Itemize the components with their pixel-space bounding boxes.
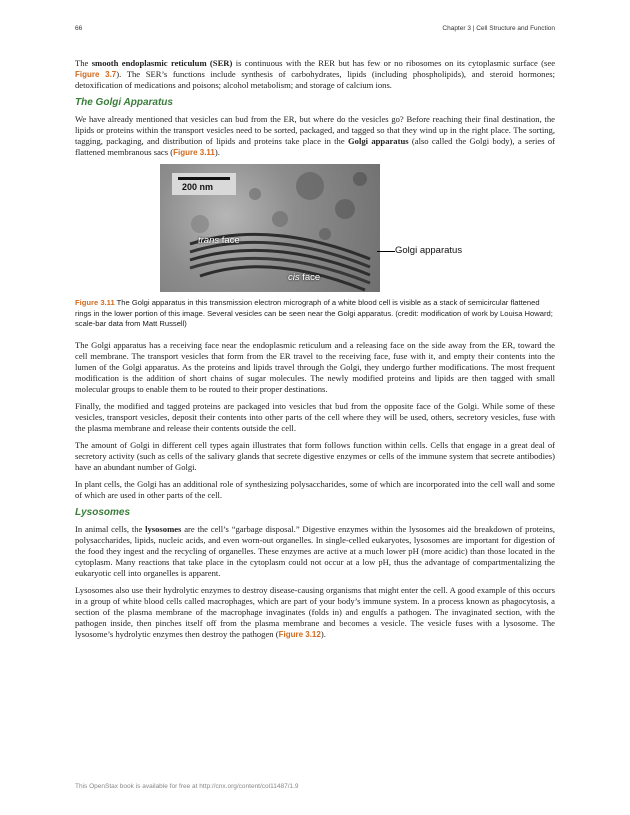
section-heading-lysosomes: Lysosomes — [75, 506, 131, 518]
chapter-title: Chapter 3 | Cell Structure and Function — [442, 25, 555, 32]
page-body — [75, 58, 555, 646]
scale-bar-label: 200 nm — [182, 182, 214, 192]
figure-ref-link[interactable]: Figure 3.11 — [173, 148, 215, 157]
paragraph-golgi-plants: In plant cells, the Golgi has an additional role of synthesizing polysaccharides, some of which are incorporated into the cell wall and some of which are used in other parts of the cell. — [75, 478, 555, 500]
trans-face-label: trans face — [198, 235, 240, 246]
figure-ref-link[interactable]: Figure 3.7 — [75, 70, 117, 79]
page-number: 66 — [75, 25, 83, 32]
paragraph-golgi-intro: We have already mentioned that vesicles can bud from the ER, but where do the vesicles go? Before reaching their final destination, the lipids or proteins within the transport vesicles need to be sorted, packaged, and tagged so that they wind up in the right place. The sorting, tagging, packaging, and distribution of lipids and proteins take place in the Golgi apparatus (also called the Golgi body), a series of flattened membranous sacs (Figure 3.11). — [75, 114, 556, 157]
section-heading-golgi: The Golgi Apparatus — [75, 97, 173, 108]
scale-bar — [172, 173, 236, 195]
paragraph-lysosomes-intro: In animal cells, the lysosomes are the cell’s “garbage disposal.” Digestive enzymes within the lysosomes aid the breakdown of proteins, polysaccharides, lipids, nucleic acids, and even worn-out organelles. In single-celled eukaryotes, lysosomes are important for digestion of the food they ingest and the recycling of organelles. These enzymes are active at a much lower pH (more acidic) than those located in the cytoplasm. Many reactions that take place in the cytoplasm could not occur at a low pH, thus the advantage of compartmentalizing the eukaryotic cell into organelles is apparent. — [75, 523, 555, 578]
paragraph-lysosomes-phagocytosis: Lysosomes also use their hydrolytic enzymes to destroy disease-causing organisms that might enter the cell. A good example of this occurs in a group of white blood cells called macrophages, which are part of your body’s immune system. In a process known as phagocytosis, a section of the plasma membrane of the macrophage invaginates (folds in) and engulfs a pathogen. The invaginated section, with the pathogen inside, then pinches itself off from the plasma membrane and becomes a vesicle. The vesicle fuses with a lysosome. The lysosome’s hydrolytic enzymes then destroy the pathogen (Figure 3.12). — [75, 584, 555, 639]
figure-caption: Figure 3.11 The Golgi apparatus in this transmission electron micrograph of a white blood cell is visible as a stack of semicircular flattened rings in the lower portion of this image. Several vesicles can be seen near the Golgi apparatus. (credit: modification of work by Louisa Howard; scale-bar data from Matt Russell) — [75, 298, 553, 328]
scale-bar-line — [178, 177, 230, 180]
paragraph-golgi-vesicles: Finally, the modified and tagged proteins are packaged into vesicles that bud from the opposite face of the Golgi. While some of these vesicles, transport vesicles, deposit their contents into other parts of the cell where they will be used, others, secretory vesicles, fuse with the plasma membrane and release their contents outside the cell. — [75, 400, 555, 433]
figure-ref-link[interactable]: Figure 3.12 — [278, 629, 321, 639]
callout-line — [377, 251, 395, 252]
golgi-callout-label: Golgi apparatus — [395, 245, 463, 256]
paragraph-golgi-amount: The amount of Golgi in different cell types again illustrates that form follows function within cells. Cells that engage in a great deal of secretory activity (such as cells of the salivary glands that secrete digestive enzymes or cells of the immune system that secrete antibodies) have an abundant number of Golgi. — [75, 439, 555, 472]
cis-face-label: cis face — [288, 272, 321, 283]
golgi-figure — [75, 164, 555, 294]
paragraph-golgi-faces: The Golgi apparatus has a receiving face near the endoplasmic reticulum and a releasing face on the side away from the ER, toward the cell membrane. The transport vesicles that form from the ER travel to the receiving face, fuse with it, and empty their contents into the lumen of the Golgi apparatus. As the proteins and lipids travel through the Golgi, they undergo further modifications. The most frequent modification is the addition of short chains of sugar molecules. The newly modified proteins and lipids are then tagged with small molecular groups to enable them to be routed to their proper destinations. — [75, 339, 555, 394]
micrograph-image — [160, 164, 380, 292]
page-footer: This OpenStax book is available for free at http://cnx.org/content/col11487/1.9 — [75, 783, 299, 790]
paragraph-ser: The smooth endoplasmic reticulum (SER) is continuous with the RER but has few or no ribosomes on its cytoplasmic surface (see Figure 3.7). The SER’s functions include synthesis of carbohydrates, lipids (including phospholipids), and steroid hormones; detoxification of medications and poisons; alcohol metabolism; and storage of calcium ions. — [75, 58, 556, 90]
